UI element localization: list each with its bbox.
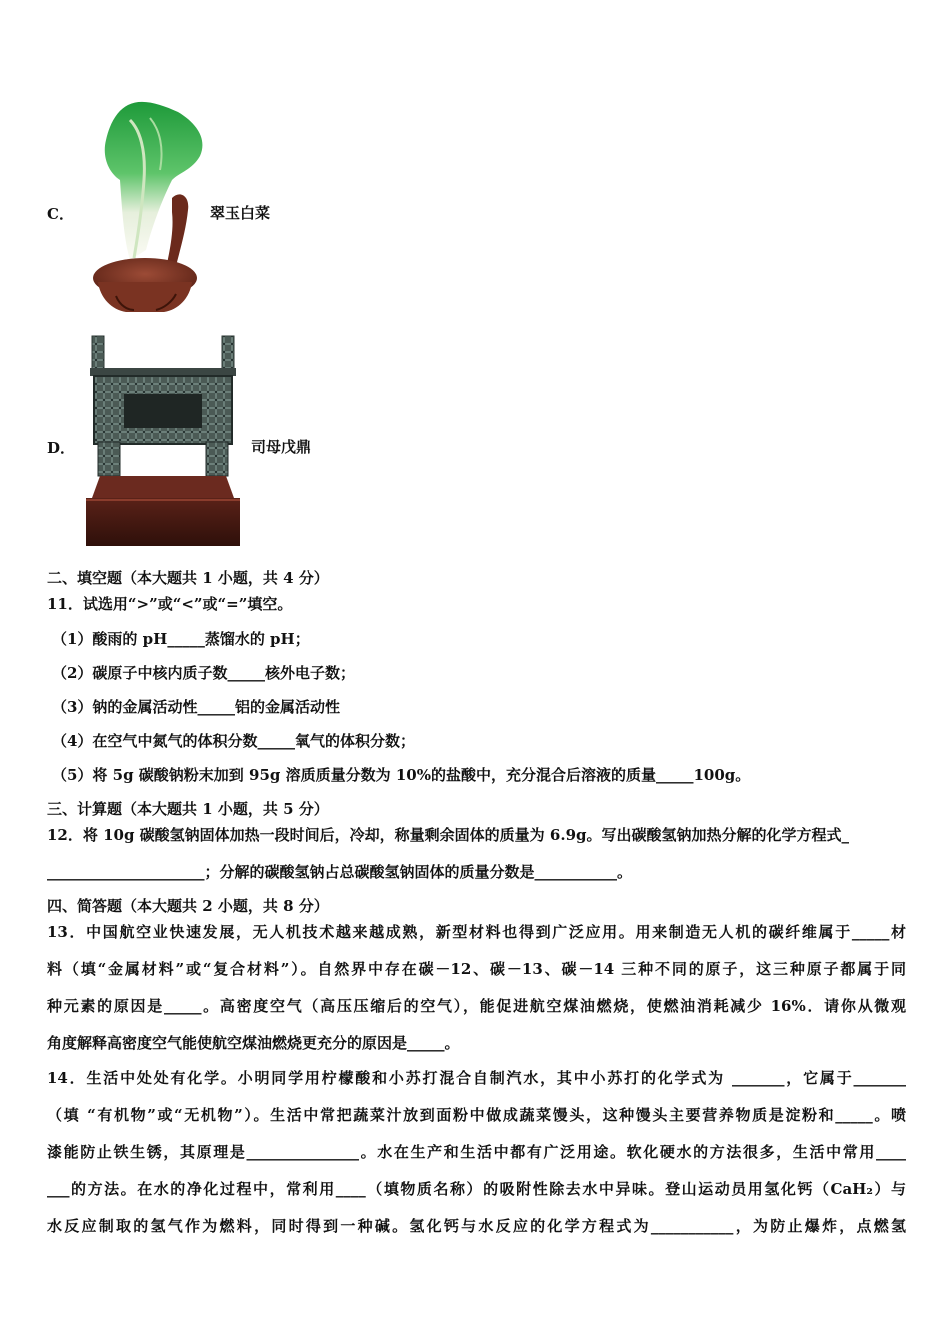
- jade-cabbage-illustration: [80, 100, 210, 318]
- question-11-stem: 11．试选用“>”或“<”或“=”填空。: [47, 595, 293, 613]
- question-11-item-2: （2）碳原子中核内质子数_____核外电子数；: [52, 664, 355, 682]
- bronze-ding-illustration: [84, 332, 242, 548]
- jade-cabbage-image: [80, 100, 210, 318]
- question-13-line-1: 13．中国航空业快速发展，无人机技术越来越成熟，新型材料也得到广泛应用。用来制造无人机的碳纤维属于_____材: [47, 923, 906, 941]
- question-14-line-4: ___的方法。在水的净化过程中，常利用____（填物质名称）的吸附性除去水中异味。登山运动员用氢化钙（CaH₂）与: [47, 1180, 906, 1198]
- simuwu-ding-image: [84, 332, 242, 548]
- question-13-line-4: 角度解释高密度空气能使航空煤油燃烧更充分的原因是_____。: [47, 1034, 460, 1052]
- section-heading-calculation: 三、计算题（本大题共 1 小题，共 5 分）: [47, 800, 329, 818]
- section-heading-fill-blank: 二、填空题（本大题共 1 小题，共 4 分）: [47, 569, 329, 587]
- question-14-line-5: 水反应制取的氢气作为燃料，同时得到一种碱。氢化钙与水反应的化学方程式为___________，为防止爆炸，点燃氢: [47, 1217, 906, 1235]
- option-d-caption: 司母戊鼎: [251, 438, 312, 456]
- question-14-line-1: 14．生活中处处有化学。小明同学用柠檬酸和小苏打混合自制汽水，其中小苏打的化学式为 _______，它属于_______: [47, 1069, 906, 1087]
- question-11-item-1: （1）酸雨的 pH_____蒸馏水的 pH；: [52, 630, 310, 648]
- question-12-line-1: 12．将 10g 碳酸氢钠固体加热一段时间后，冷却，称量剩余固体的质量为 6.9g。写出碳酸氢钠加热分解的化学方程式_: [47, 826, 849, 844]
- question-11-item-4: （4）在空气中氮气的体积分数_____氧气的体积分数；: [52, 732, 415, 750]
- option-c-caption: 翠玉白菜: [210, 204, 271, 222]
- question-11-item-3: （3）钠的金属活动性_____铝的金属活动性: [52, 698, 340, 716]
- question-14-line-2: （填 “有机物”或“无机物”）。生活中常把蔬菜汁放到面粉中做成蔬菜馒头，这种馒头主要营养物质是淀粉和_____。喷: [47, 1106, 906, 1124]
- question-13-line-3: 种元素的原因是_____。高密度空气（高压压缩后的空气），能促进航空煤油燃烧，使燃油消耗减少 16%．请你从微观: [47, 997, 906, 1015]
- section-heading-short-answer: 四、简答题（本大题共 2 小题，共 8 分）: [47, 897, 329, 915]
- question-11-item-5: （5）将 5g 碳酸钠粉末加到 95g 溶质质量分数为 10%的盐酸中，充分混合后溶液的质量_____100g。: [52, 766, 751, 784]
- option-d-letter: D．: [47, 439, 76, 457]
- question-12-line-2: _____________________；分解的碳酸氢钠占总碳酸氢钠固体的质量分数是___________。: [47, 863, 633, 881]
- option-c-letter: C．: [47, 205, 74, 223]
- question-14-line-3: 漆能防止铁生锈，其原理是_______________。水在生产和生活中都有广泛用途。软化硬水的方法很多，生活中常用____: [47, 1143, 906, 1161]
- question-13-line-2: 料（填“金属材料”或“复合材料”）。自然界中存在碳－12、碳－13、碳－14 三种不同的原子，这三种原子都属于同: [47, 960, 906, 978]
